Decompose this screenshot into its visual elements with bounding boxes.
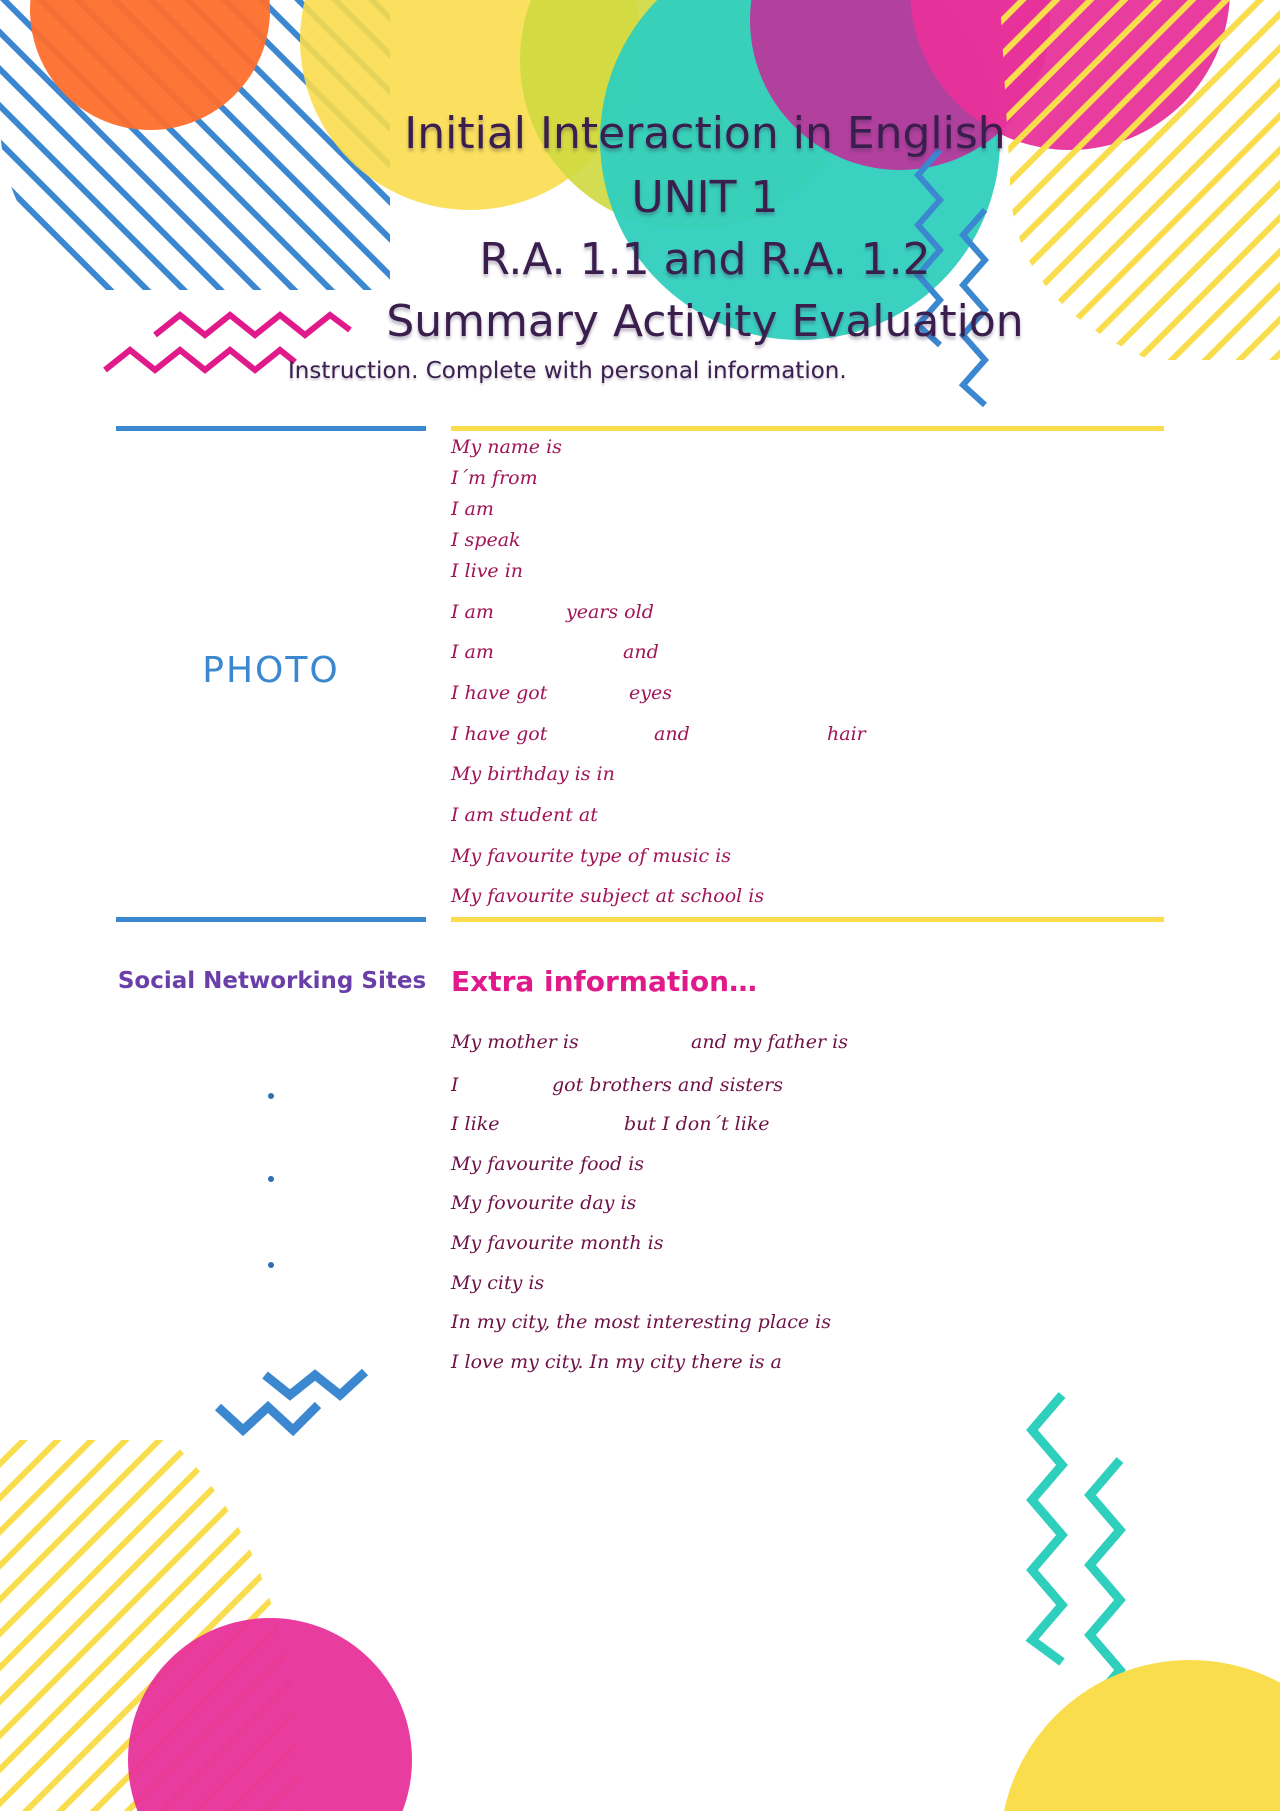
social-bullet-2 bbox=[268, 1176, 274, 1182]
instruction-text: Instruction. Complete with personal information. bbox=[288, 358, 847, 384]
blue-zigzag-small-2 bbox=[218, 1405, 318, 1430]
blue-zigzag-small-1 bbox=[265, 1372, 365, 1395]
magenta-zigzag-1 bbox=[155, 315, 350, 335]
title-line-3: R.A. 1.1 and R.A. 1.2 bbox=[479, 234, 931, 285]
yellow-circle-bottom bbox=[1000, 1660, 1280, 1811]
divider-yellow-bottom bbox=[451, 917, 1164, 922]
social-bullet-3 bbox=[268, 1262, 274, 1268]
teal-zigzag-1 bbox=[1032, 1395, 1062, 1662]
extra-info-heading: Extra information… bbox=[451, 965, 758, 998]
divider-blue-bottom bbox=[116, 917, 426, 922]
divider-yellow-top bbox=[451, 426, 1164, 431]
title-line-2: UNIT 1 bbox=[631, 172, 779, 223]
social-bullet-1 bbox=[268, 1093, 274, 1099]
title-line-4: Summary Activity Evaluation bbox=[386, 296, 1024, 347]
title-line-1: Initial Interaction in English bbox=[404, 108, 1006, 159]
photo-placeholder: PHOTO bbox=[202, 650, 340, 691]
social-networking-heading: Social Networking Sites bbox=[117, 968, 427, 994]
divider-blue-top bbox=[116, 426, 426, 431]
magenta-zigzag-2 bbox=[105, 350, 295, 370]
